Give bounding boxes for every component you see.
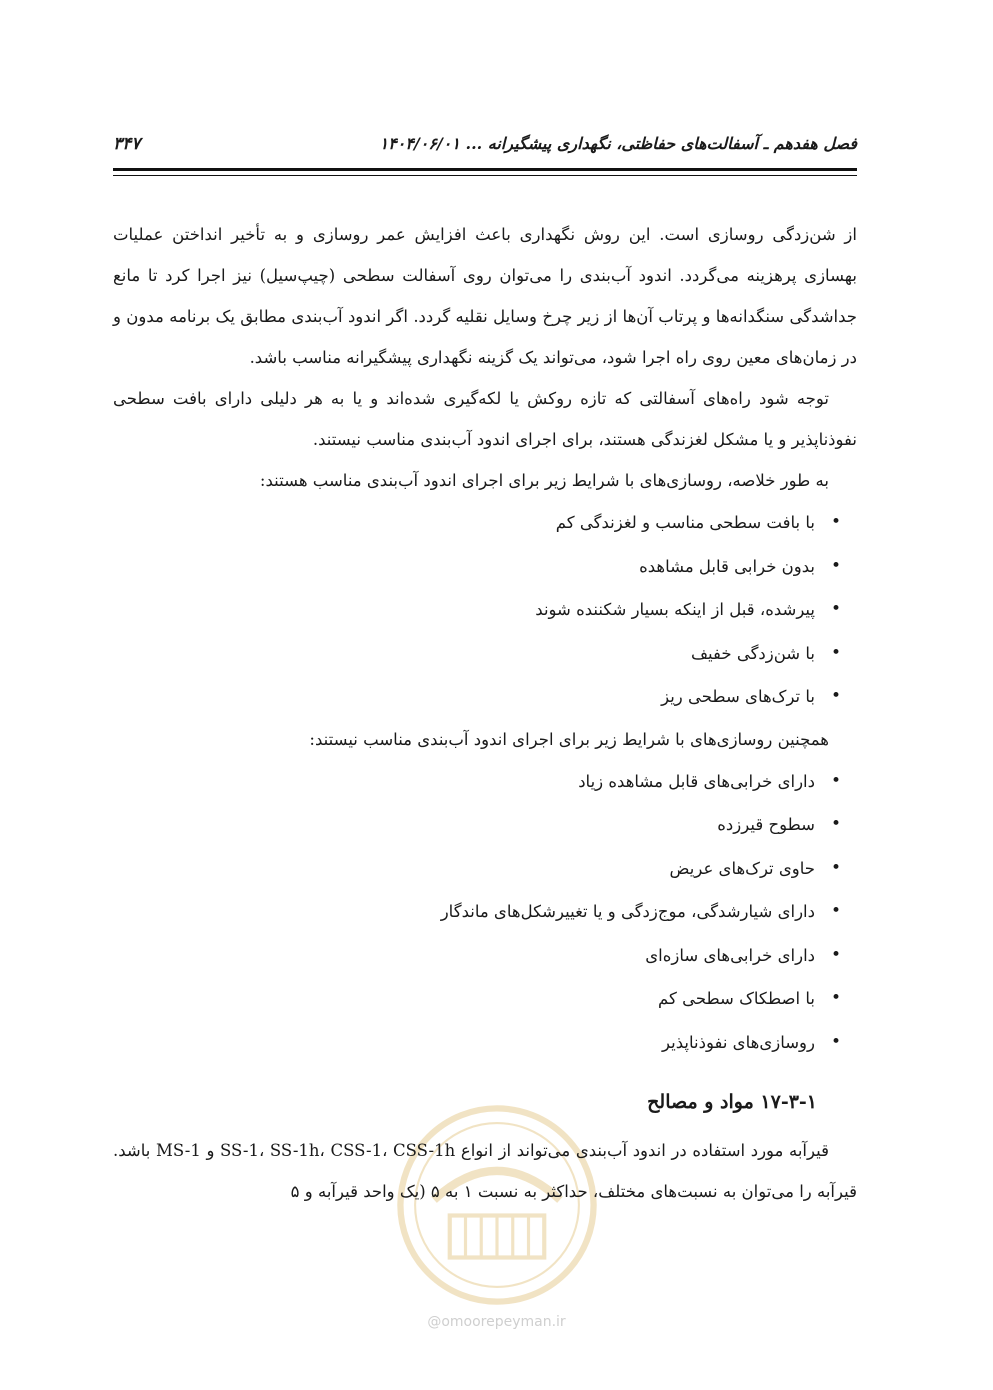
- suitable-conditions-list: [113, 501, 857, 719]
- page-number: ۳۴۷: [113, 134, 141, 154]
- list-item: • روسازی‌های نفوذناپذیر: [113, 1021, 815, 1065]
- list-item: • با بافت سطحی مناسب و لغزندگی کم: [113, 501, 815, 545]
- list-item: • حاوی ترک‌های عریض: [113, 847, 815, 891]
- paragraph: قیرآبه مورد استفاده در اندود آب‌بندی می‌تواند از انواع SS-1، SS-1h، CSS-1، CSS-1h و MS-1 باشد. قیرآبه را می‌توان به نسبت‌های مختلف، حداکثر به نسبت ۱ به ۵ (یک واحد قیرآبه و ۵: [113, 1141, 857, 1201]
- list-item: • با شن‌زدگی خفیف: [113, 632, 815, 676]
- paragraph: از شن‌زدگی روسازی است. این روش نگهداری باعث افزایش عمر روسازی و به تأخیر انداختن عملیات بهسازی پرهزینه می‌گردد. اندود آب‌بندی را می‌توان روی آسفالت سطحی (چیپ‌سیل) نیز اجرا کرد تا مانع جداشدگی سنگدانه‌ها و پرتاب آن‌ها از زیر چرخ وسایل نقلیه گردد. اگر اندود آب‌بندی مطابق یک برنامه مدون و در زمان‌های معین روی راه اجرا شود، می‌تواند یک گزینه نگهداری پیشگیرانه مناسب باشد.: [113, 225, 857, 367]
- list-item: • بدون خرابی قابل مشاهده: [113, 545, 815, 589]
- list-item: • با ترک‌های سطحی ریز: [113, 675, 815, 719]
- list-item: • پیرشده، قبل از اینکه بسیار شکننده شوند: [113, 588, 815, 632]
- chapter-title: فصل هفدهم ـ آسفالت‌های حفاظتی، نگهداری پیشگیرانه ... ۱۴۰۴/۰۶/۰۱: [379, 134, 857, 153]
- list-item: • سطوح قیرزده: [113, 803, 815, 847]
- header-rule-thin: [113, 175, 857, 176]
- paragraph: به طور خلاصه، روسازی‌های با شرایط زیر برای اجرای اندود آب‌بندی مناسب هستند:: [259, 471, 829, 490]
- list-item: • دارای خرابی‌های قابل مشاهده زیاد: [113, 760, 815, 804]
- running-header: [113, 128, 857, 164]
- section-heading: ۱۷-۳-۱ مواد و مصالح: [647, 1091, 817, 1113]
- list-item: • دارای شیارشدگی، موج‌زدگی و یا تغییرشکل‌های ماندگار: [113, 890, 815, 934]
- list-item: • دارای خرابی‌های سازه‌ای: [113, 934, 815, 978]
- unsuitable-conditions-list: [113, 760, 857, 1065]
- paragraph: همچنین روسازی‌های با شرایط زیر برای اجرای اندود آب‌بندی مناسب نیستند:: [309, 729, 829, 749]
- header-rule-thick: [113, 168, 857, 171]
- list-item: • با اصطکاک سطحی کم: [113, 977, 815, 1021]
- paragraph: توجه شود راه‌های آسفالتی که تازه روکش یا لکه‌گیری شده‌اند و یا به هر دلیلی دارای بافت سطحی نفوذناپذیر و یا مشکل لغزندگی هستند، برای اجرای اندود آب‌بندی مناسب نیستند.: [113, 389, 857, 449]
- watermark-text: @omoorepeyman.ir: [427, 1314, 566, 1330]
- body-text: [113, 214, 857, 1212]
